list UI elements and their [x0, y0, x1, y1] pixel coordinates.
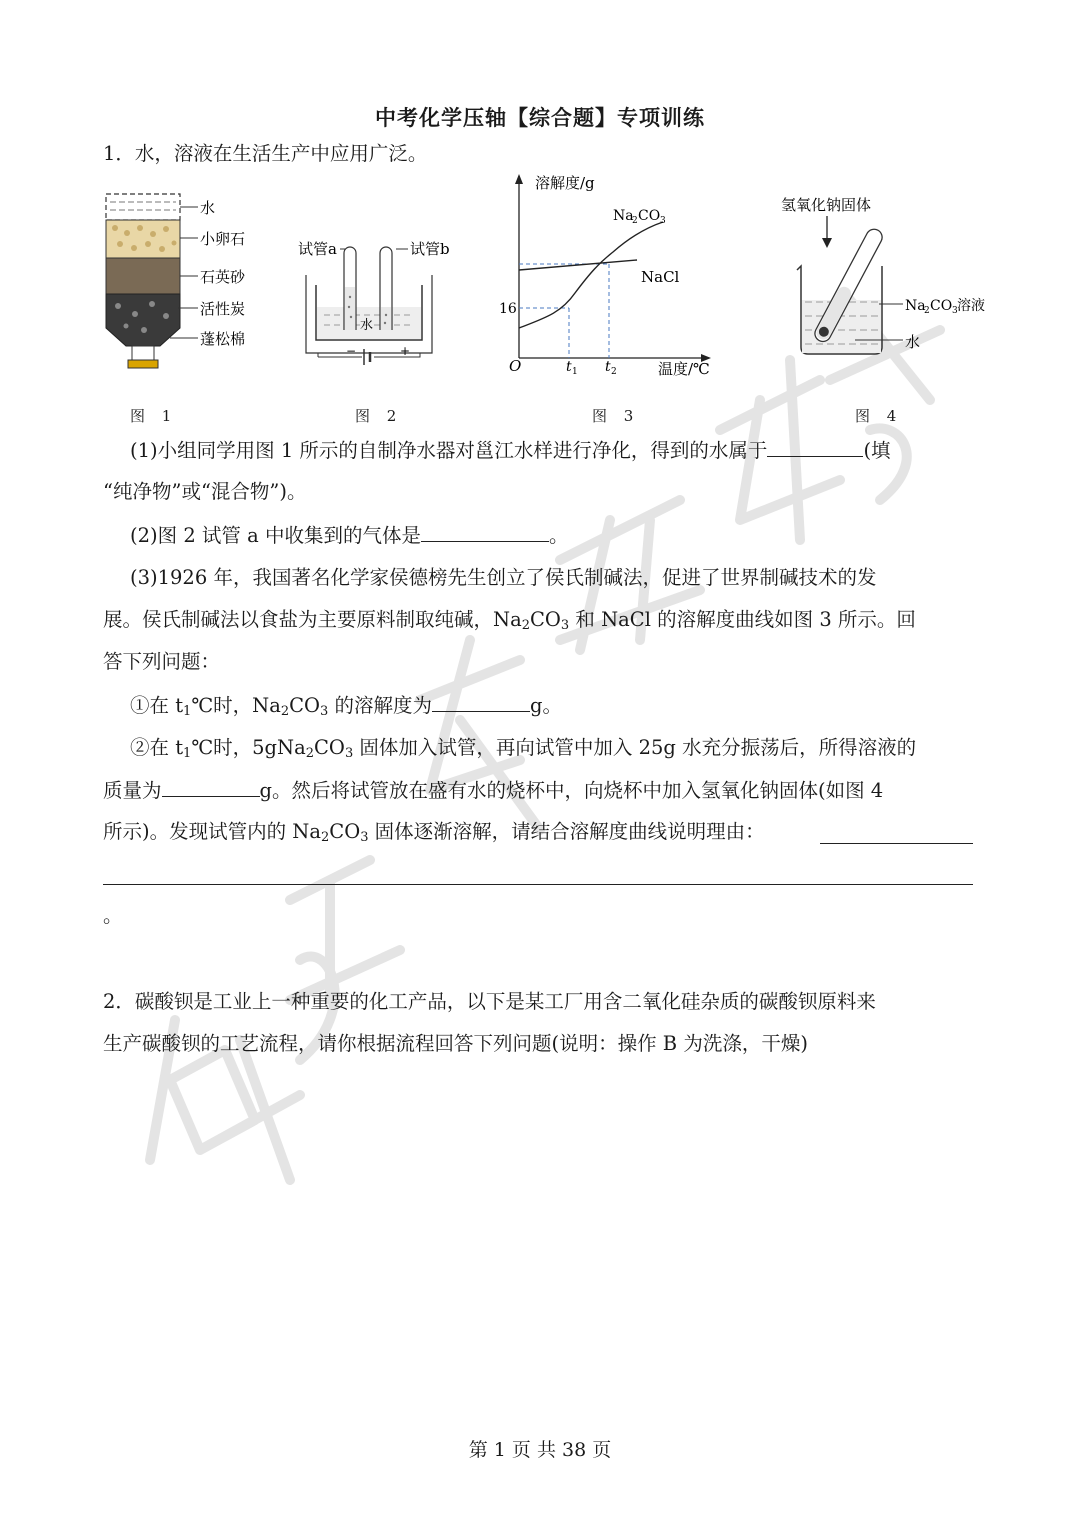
fig2-label-tube-b: 试管b [410, 240, 450, 258]
fig1-label-cotton: 蓬松棉 [200, 330, 246, 348]
figure-4-beaker [775, 192, 1005, 362]
fig3-ylabel: 溶解度/g [535, 174, 595, 192]
fig2-label-plus: + [400, 344, 411, 358]
fig3-origin: O [509, 357, 522, 375]
q1-part3-line3: 答下列问题： [103, 650, 221, 673]
question-2-line1: 2．碳酸钡是工业上一种重要的化工产品，以下是某工厂用含二氧化硅杂质的碳酸钡原料来 [103, 990, 876, 1013]
svg-text:2: 2 [632, 216, 638, 226]
q1-part3-line2: 展。侯氏制碱法以食盐为主要原料制取纯碱，$Na_2CO_3$ 和 NaCl 的溶解度曲线如图 3 所示。回 [103, 608, 916, 633]
fig2-label-minus: − [346, 344, 357, 358]
fig4-label-naoh-solid: 氢氧化钠固体 [781, 196, 872, 214]
figure-2-electrolysis [296, 235, 466, 370]
q1-part2: (2)图 2 试管 a 中收集到的气体是 。 [130, 524, 569, 547]
figure-4-caption: 图 4 [855, 407, 903, 425]
answer-blank-1[interactable] [767, 438, 863, 457]
page-title: 中考化学压轴【综合题】专项训练 [375, 105, 705, 130]
answer-blank-2[interactable] [421, 523, 549, 542]
fig3-legend-nacl: NaCl [641, 268, 680, 286]
q1-part3-line1: (3)1926 年，我国著名化学家侯德榜先生创立了侯氏制碱法，促进了世界制碱技术的发 [130, 566, 877, 589]
fig4-label-water: 水 [905, 333, 921, 351]
q1-sub2-line2: 质量为 g。然后将试管放在盛有水的烧杯中，向烧杯中加入氢氧化钠固体(如图 4 [103, 779, 884, 802]
fig4-label-na2co3-solution [905, 297, 985, 316]
answer-blank-5[interactable] [820, 843, 973, 844]
figure-1-water-purifier [100, 188, 270, 388]
svg-text:2: 2 [611, 367, 617, 377]
fig3-xlabel: 温度/℃ [658, 360, 710, 378]
page-footer: 第 1 页 共 38 页 [468, 1439, 612, 1461]
svg-text:CO: CO [930, 298, 953, 314]
fig3-series-nacl [519, 260, 637, 270]
q1-part1-line2: “纯净物”或“混合物”)。 [103, 480, 307, 503]
figure-3-solubility-chart [495, 168, 725, 380]
question-1-stem: 1．水，溶液在生活生产中应用广泛。 [103, 142, 428, 165]
q1-part1-line1: (1)小组同学用图 1 所示的自制净水器对邕江水样进行净化，得到的水属于 (填 [130, 439, 891, 462]
q1-end-mark: 。 [103, 904, 123, 927]
question-2-line2: 生产碳酸钡的工艺流程，请你根据流程回答下列问题(说明：操作 B 为洗涤，干燥) [103, 1032, 808, 1055]
svg-text:溶液: 溶液 [957, 298, 985, 314]
fig3-tick-t2 [605, 359, 617, 377]
q1-sub2-line3: 所示)。发现试管内的 $Na_2CO_3$ 固体逐渐溶解，请结合溶解度曲线说明理由： [103, 820, 765, 845]
svg-text:CO: CO [638, 208, 661, 224]
figure-1-caption: 图 1 [130, 407, 178, 425]
fig2-label-tube-a: 试管a [298, 240, 337, 258]
answer-blank-4[interactable] [162, 778, 260, 797]
q1-sub1: ①在 $t_1℃$时，$Na_2CO_3$ 的溶解度为 g。 [130, 694, 563, 719]
svg-text:t: t [605, 359, 611, 375]
svg-text:1: 1 [572, 367, 578, 377]
svg-text:2: 2 [924, 306, 930, 316]
answer-blank-6[interactable] [103, 884, 973, 885]
fig3-tick-16: 16 [499, 301, 517, 317]
fig3-tick-t1 [566, 359, 578, 377]
figure-2-caption: 图 2 [355, 407, 403, 425]
fig2-label-water: 水 [360, 318, 374, 333]
fig1-label-activated-carbon: 活性炭 [200, 300, 246, 318]
svg-text:Na: Na [905, 298, 926, 314]
svg-text:3: 3 [952, 306, 958, 316]
svg-text:t: t [566, 359, 572, 375]
svg-text:Na: Na [613, 208, 634, 224]
q1-sub2-line1: ②在 $t_1℃$时，$5gNa_2CO_3$ 固体加入试管，再向试管中加入 25g 水充分振荡后，所得溶液的 [130, 736, 917, 761]
fig1-label-quartz-sand: 石英砂 [200, 268, 246, 286]
figure-3-caption: 图 3 [592, 407, 640, 425]
fig1-label-water: 水 [200, 199, 216, 217]
svg-text:3: 3 [660, 216, 666, 226]
fig1-label-pebbles: 小卵石 [200, 230, 246, 248]
answer-blank-3[interactable] [432, 693, 530, 712]
fig3-legend-na2co3 [613, 208, 666, 226]
